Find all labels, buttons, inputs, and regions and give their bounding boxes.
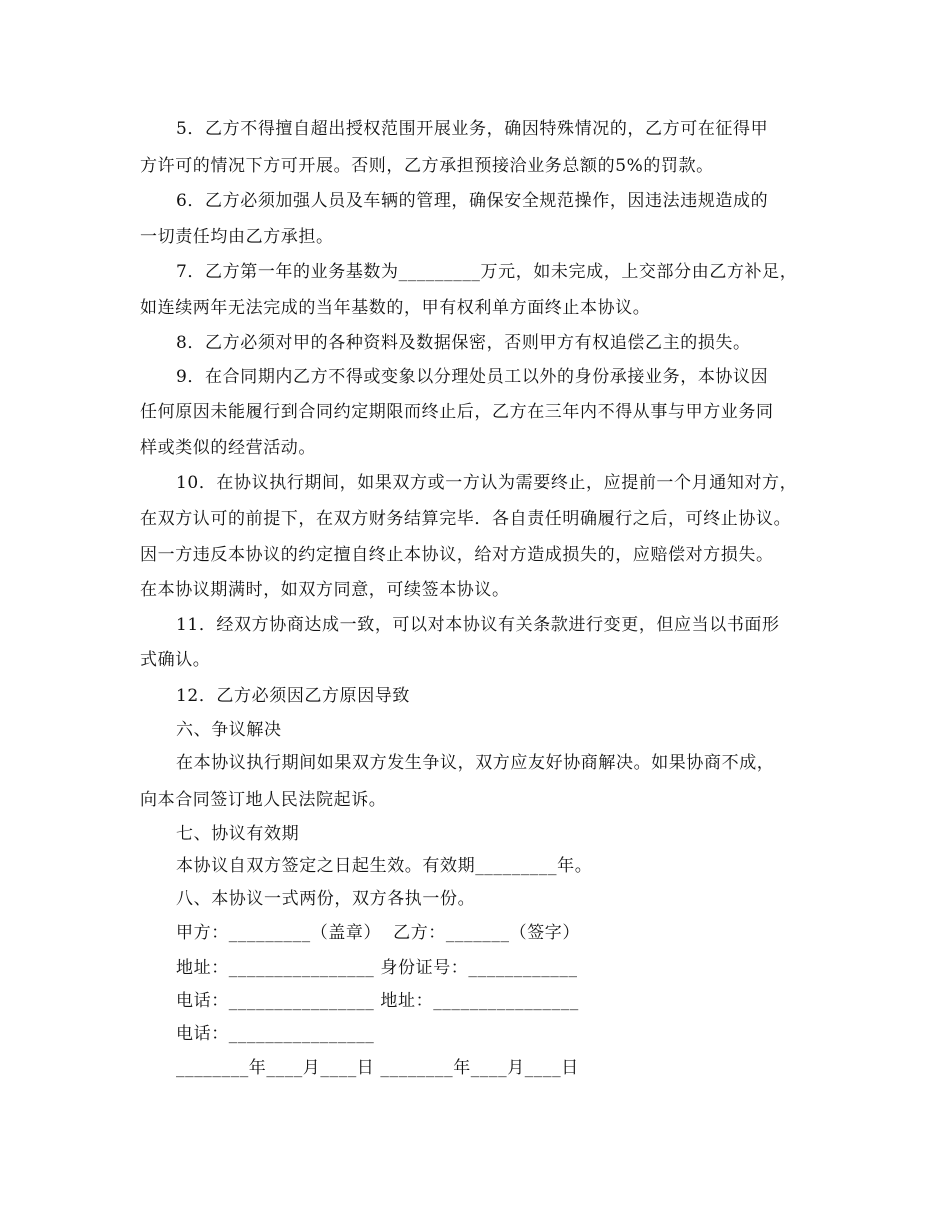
clause-10-line-4: 在本协议期满时，如双方同意，可续签本协议。 [140, 580, 510, 600]
signature-date-line: ________年____月____日 ________年____月____日 [176, 1058, 579, 1078]
clause-10-line-1: 10．在协议执行期间，如果双方或一方认为需要终止，应提前一个月通知对方， [176, 473, 798, 493]
clause-12-line-1: 12．乙方必须因乙方原因导致 [176, 686, 411, 706]
clause-10-line-3: 因一方违反本协议的约定擅自终止本协议，给对方造成损失的，应赔偿对方损失。 [140, 545, 774, 565]
clause-11-line-1: 11．经双方协商达成一致，可以对本协议有关条款进行变更，但应当以书面形 [176, 615, 780, 635]
signature-phone-address-line: 电话：________________ 地址：________________ [176, 991, 579, 1011]
section-6-body-line-1: 在本协议执行期间如果双方发生争议，双方应友好协商解决。如果协商不成， [176, 753, 775, 773]
clause-8-line-1: 8．乙方必须对甲的各种资料及数据保密，否则甲方有权追偿乙主的损失。 [176, 333, 751, 353]
clause-7-line-2: 如连续两年无法完成的当年基数的，甲有权利单方面终止本协议。 [140, 298, 651, 318]
signature-party-line: 甲方：_________（盖章） 乙方：_______（签字） [176, 923, 581, 943]
clause-11-line-2: 式确认。 [140, 650, 211, 670]
section-6-heading: 六、争议解决 [176, 720, 282, 740]
clause-6-line-1: 6．乙方必须加强人员及车辆的管理，确保安全规范操作，因违法违规造成的 [176, 191, 769, 211]
clause-9-line-1: 9．在合同期内乙方不得或变象以分理处员工以外的身份承接业务，本协议因 [176, 367, 769, 387]
section-6-body-line-2: 向本合同签订地人民法院起诉。 [140, 790, 387, 810]
section-7-heading: 七、协议有效期 [176, 824, 300, 844]
signature-phone-line: 电话：________________ [176, 1024, 375, 1044]
clause-6-line-2: 一切责任均由乙方承担。 [140, 227, 334, 247]
clause-10-line-2: 在双方认可的前提下，在双方财务结算完毕．各自责任明确履行之后，可终止协议。 [140, 509, 792, 529]
section-8-heading: 八、本协议一式两份，双方各执一份。 [176, 889, 476, 909]
signature-address-id-line: 地址：________________ 身份证号：____________ [176, 958, 578, 978]
clause-5-line-1: 5．乙方不得擅自超出授权范围开展业务，确因特殊情况的，乙方可在征得甲 [176, 119, 769, 139]
clause-7-line-1: 7．乙方第一年的业务基数为_________万元，如未完成，上交部分由乙方补足， [176, 262, 798, 282]
clause-5-line-2: 方许可的情况下方可开展。否则，乙方承担预接洽业务总额的5%的罚款。 [140, 156, 714, 176]
clause-9-line-2: 任何原因未能履行到合同约定期限而终止后，乙方在三年内不得从事与甲方业务同 [140, 402, 774, 422]
clause-9-line-3: 样或类似的经营活动。 [140, 438, 316, 458]
section-7-body: 本协议自双方签定之日起生效。有效期_________年。 [176, 856, 593, 876]
